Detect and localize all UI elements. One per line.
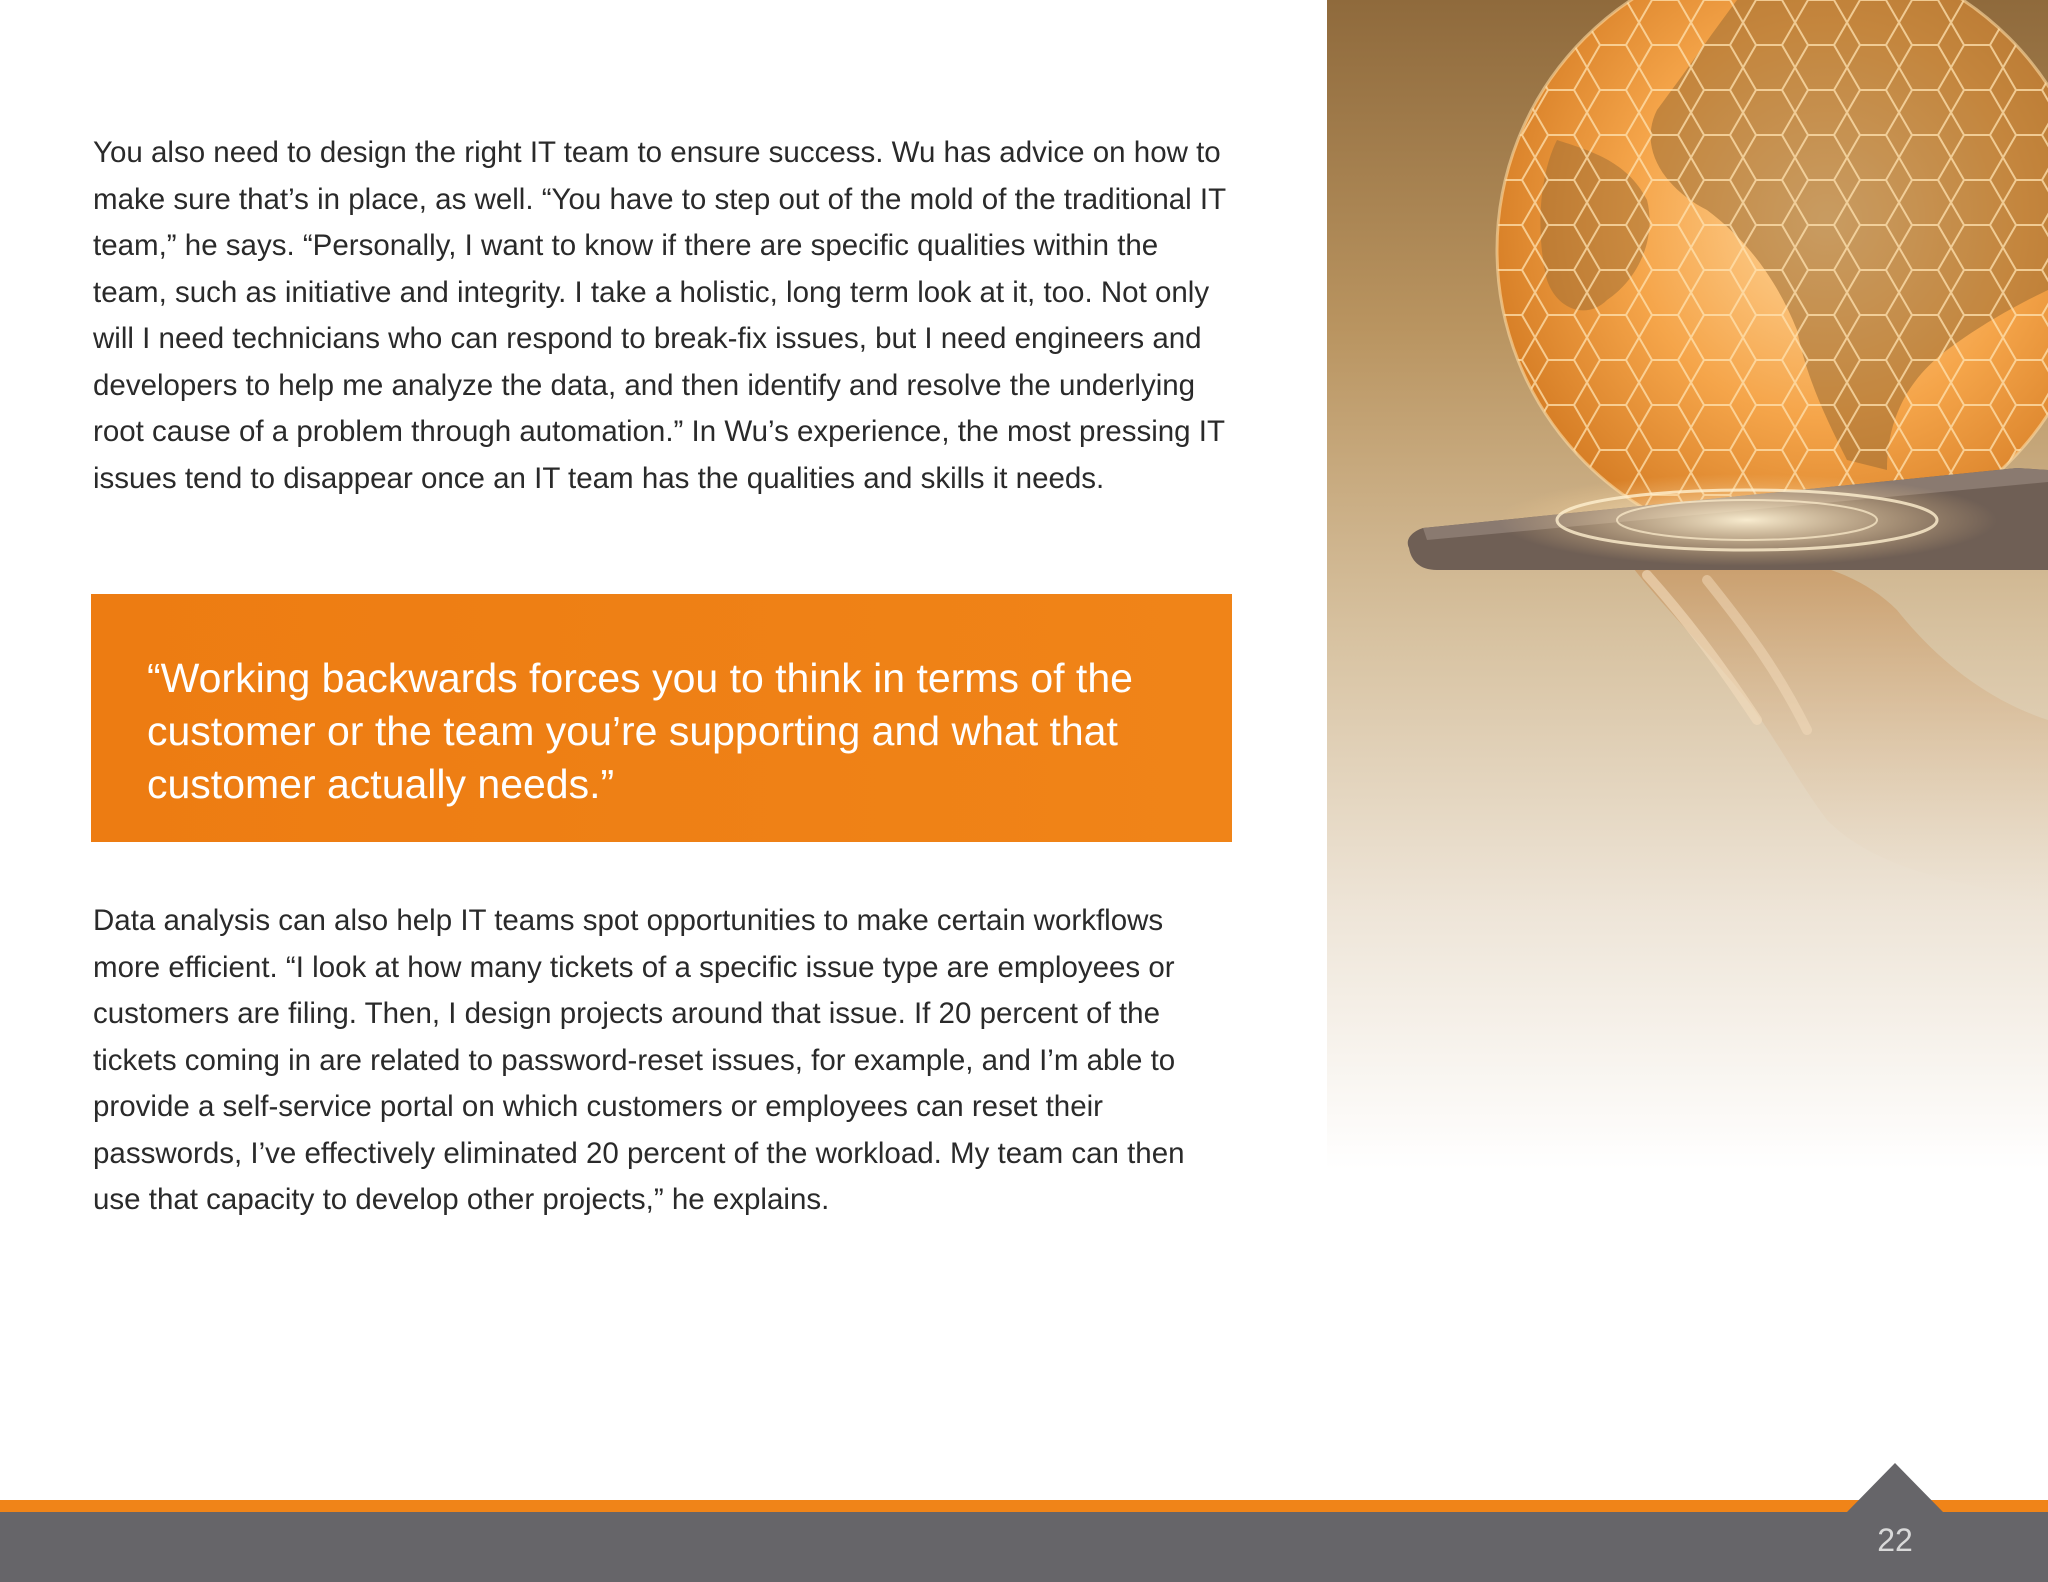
body-paragraph-2: Data analysis can also help IT teams spot opportunities to make certain workflows more efficient. “I look at how many tickets of a specific issue type are employees or customers are filing. Then, I design projects around that issue. If 20 percent of the tickets coming in are related to password-reset issues, for example, and I’m able to provide a self-service portal on which customers or employees can reset their passwords, I’ve effectively eliminated 20 percent of the workload. My team can then use that capacity to develop other projects,” he explains. xyxy=(93,904,1185,1216)
pull-quote-text: “Working backwards forces you to think in terms of the customer or the team you’re supporting and what that customer actually needs.” xyxy=(147,655,1133,807)
body-paragraph-1: You also need to design the right IT team to ensure success. Wu has advice on how to make sure that’s in place, as well. “You have to step out of the mold of the traditional IT team,” he says. “Personally, I want to know if there are specific qualities within the team, such as initiative and integrity. I take a holistic, long term look at it, too. Not only will I need technicians who can respond to break-fix issues, but I need engineers and developers to help me analyze the data, and then identify and resolve the underlying root cause of a problem through automation.” In Wu’s experience, the most pressing IT issues tend to disappear once an IT team has the qualities and skills it needs. xyxy=(93,136,1226,495)
globe-hand-illustration xyxy=(1327,0,2048,1170)
pull-quote-box xyxy=(91,594,1232,842)
page-number: 22 xyxy=(1877,1522,1913,1558)
footer-accent-stripe xyxy=(0,1500,2048,1512)
footer-page-tab xyxy=(1847,1463,1943,1512)
footer-bar xyxy=(0,1512,2048,1582)
